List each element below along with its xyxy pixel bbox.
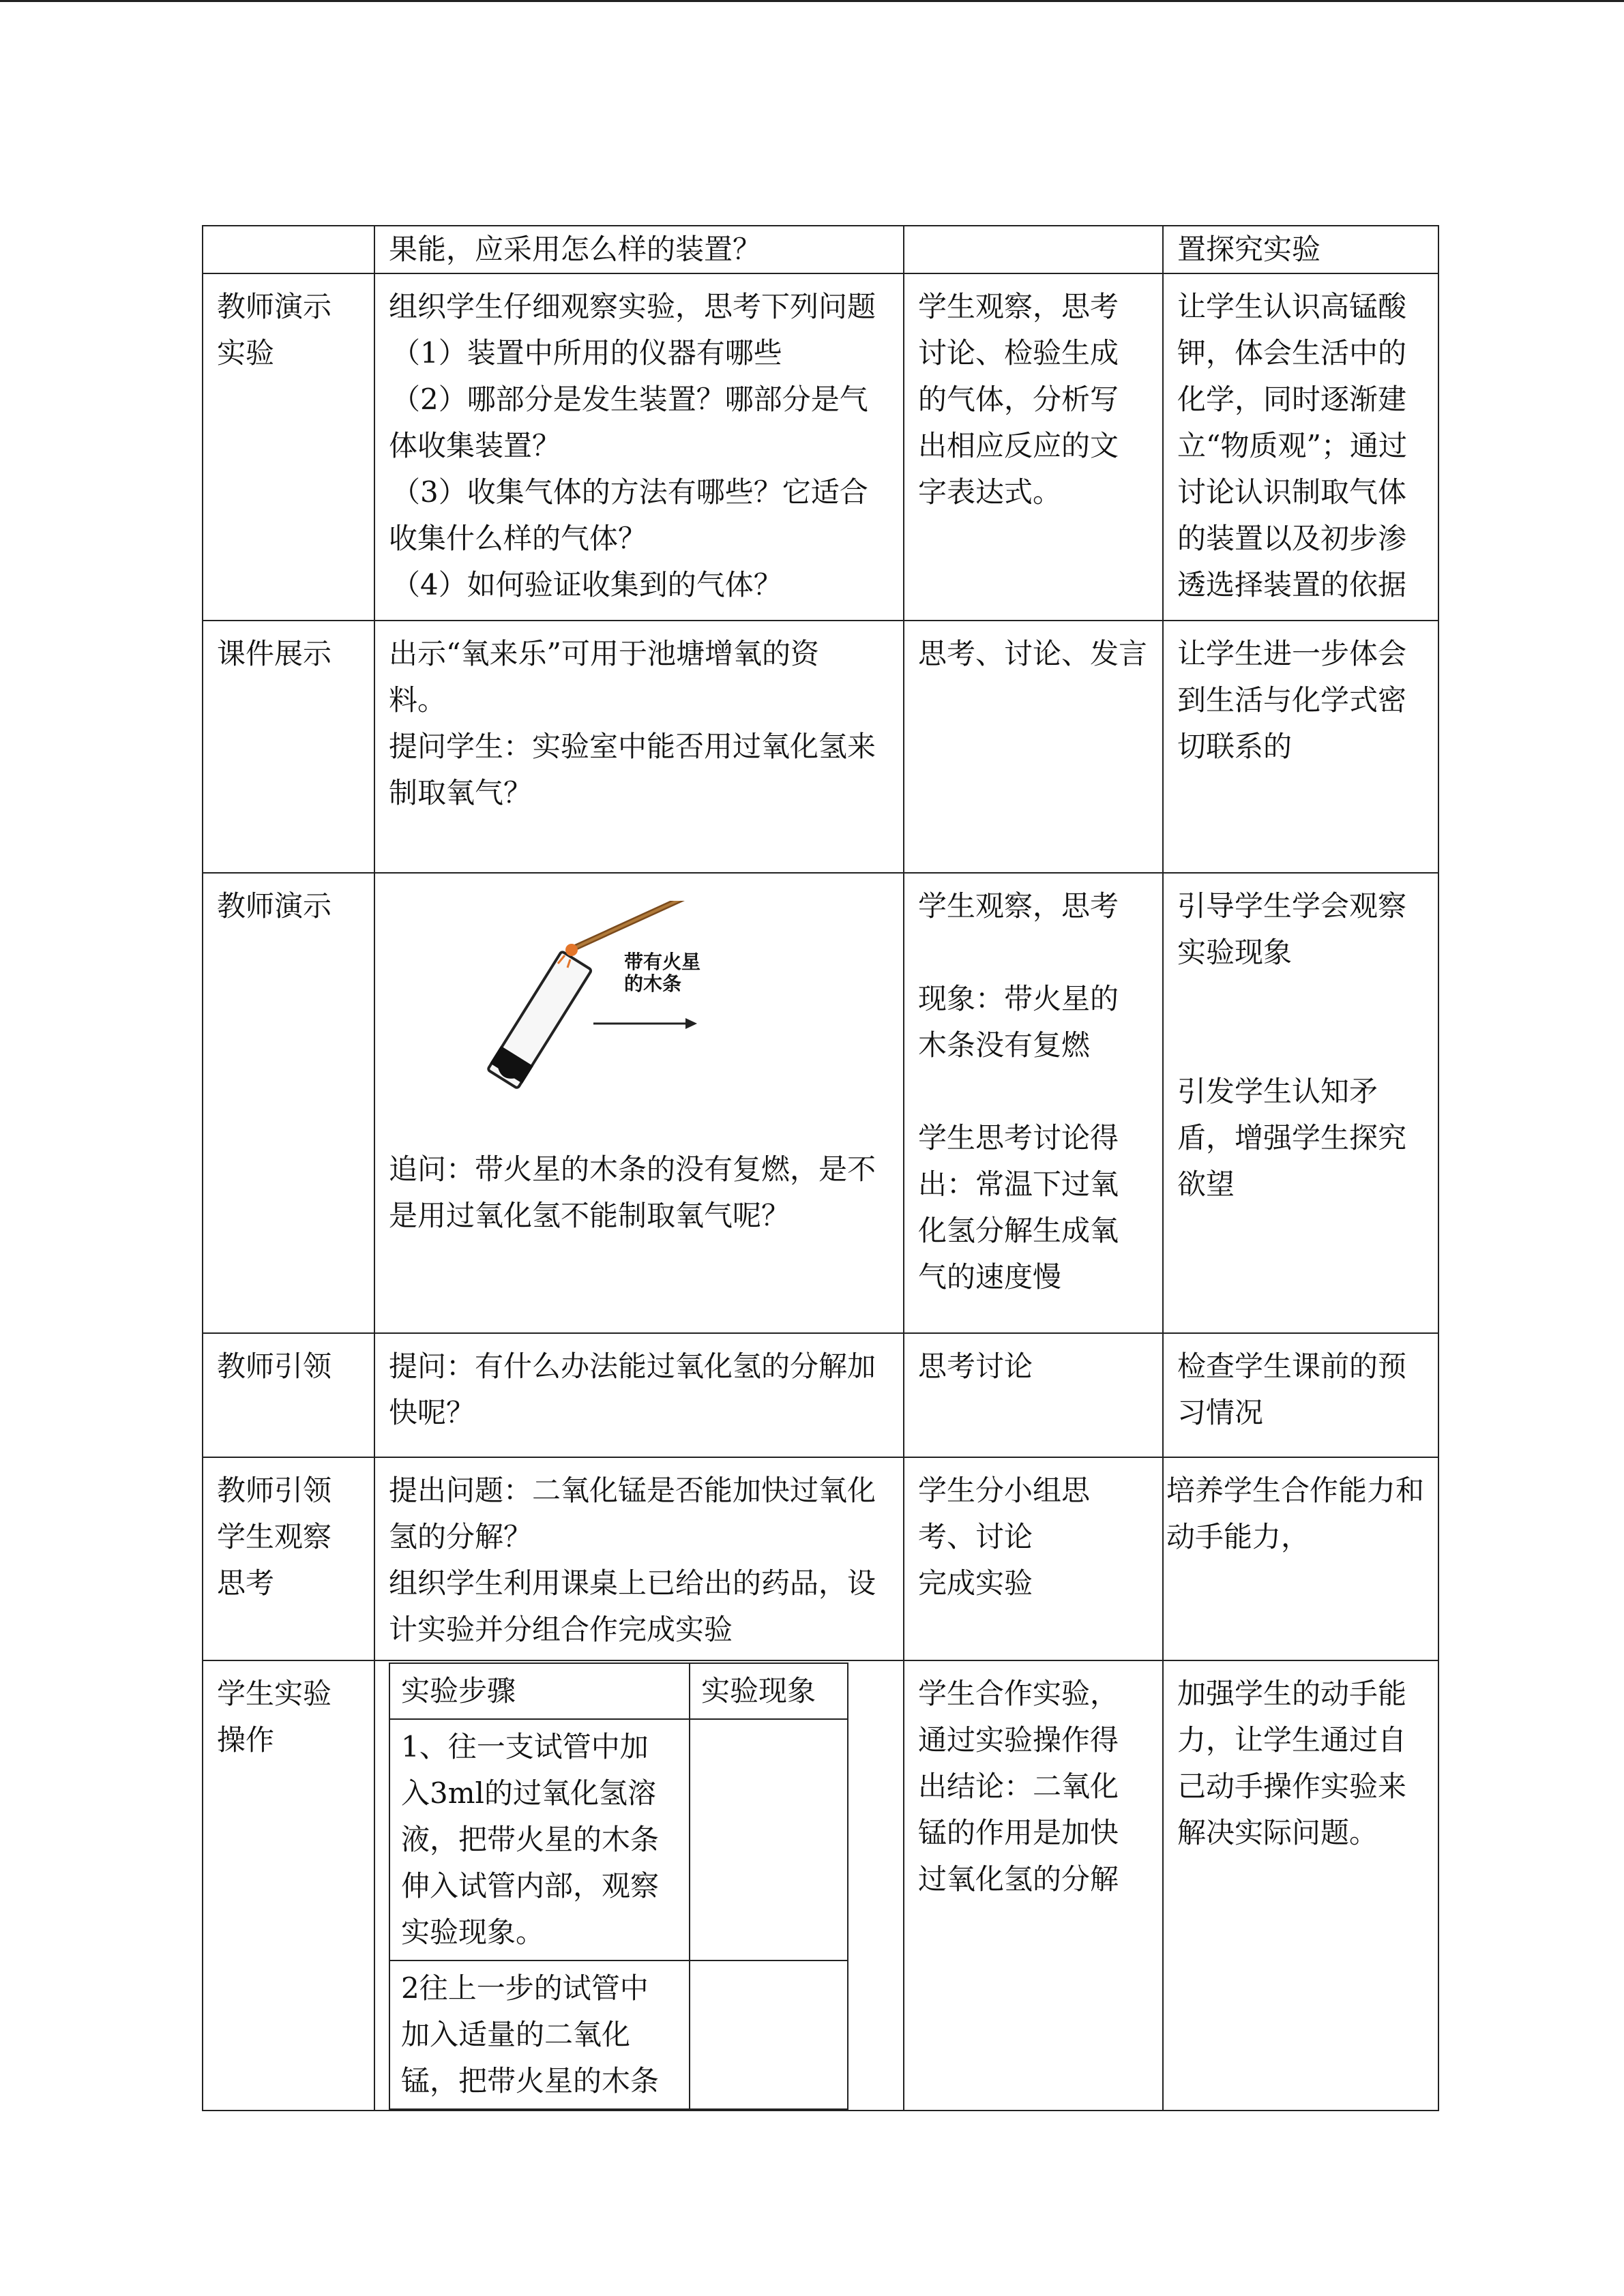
student-line: 思考讨论 bbox=[918, 1350, 1033, 1383]
intent-cell bbox=[1163, 273, 1438, 621]
content-line: 体收集装置？ bbox=[389, 429, 561, 462]
experiment-row bbox=[389, 1960, 848, 2109]
student-line: 气的速度慢 bbox=[918, 1260, 1062, 1294]
content-line: （3）收集气体的方法有哪些？它适合 bbox=[392, 475, 868, 509]
student-cell bbox=[904, 873, 1163, 1333]
student-cell bbox=[904, 1457, 1163, 1660]
experiment-observation-cell bbox=[690, 1719, 848, 1960]
student-line: 学生分小组思 bbox=[918, 1474, 1091, 1507]
intent-line: 化学，同时逐渐建 bbox=[1177, 383, 1407, 416]
intent-line: 实验现象 bbox=[1177, 936, 1293, 969]
student-line: 讨论、检验生成 bbox=[918, 336, 1119, 370]
intent-line: 培养学生合作能力和 bbox=[1166, 1474, 1425, 1507]
student-line: 出相应反应的文 bbox=[918, 429, 1119, 462]
activity-line: 教师演示 bbox=[217, 290, 332, 323]
intent-line: 置探究实验 bbox=[1177, 233, 1321, 266]
activity-cell bbox=[203, 1660, 374, 2111]
intent-line: 习情况 bbox=[1177, 1396, 1264, 1429]
content-line: 果能，应采用怎么样的装置？ bbox=[389, 233, 762, 266]
student-line: 完成实验 bbox=[918, 1566, 1033, 1600]
student-line: 过氧化氢的分解 bbox=[918, 1862, 1119, 1896]
table-row bbox=[203, 1333, 1438, 1457]
student-line: 通过实验操作得 bbox=[918, 1723, 1119, 1757]
step-line: 入3ml的过氧化氢溶 bbox=[401, 1776, 656, 1810]
student-line: 学生合作实验， bbox=[918, 1677, 1119, 1710]
intent-line: 到生活与化学式密 bbox=[1177, 683, 1407, 717]
experiment-row bbox=[389, 1719, 848, 1960]
activity-cell bbox=[203, 873, 374, 1333]
student-cell bbox=[904, 621, 1163, 873]
content-line: 提问：有什么办法能过氧化氢的分解加 bbox=[389, 1350, 876, 1383]
content-line: 提问学生：实验室中能否用过氧化氢来 bbox=[389, 730, 876, 763]
content-line: 制取氧气？ bbox=[389, 776, 533, 809]
intent-line: 动手能力， bbox=[1166, 1520, 1310, 1553]
student-line: 木条没有复燃 bbox=[918, 1028, 1091, 1062]
table-row bbox=[203, 873, 1438, 1333]
intent-line: 力，让学生通过自 bbox=[1177, 1723, 1407, 1757]
student-line: 学生观察，思考 bbox=[918, 889, 1119, 923]
student-cell bbox=[904, 226, 1163, 273]
experiment-header-steps: 实验步骤 bbox=[389, 1663, 690, 1719]
activity-line: 教师引领 bbox=[217, 1350, 332, 1383]
student-line: 字表达式。 bbox=[918, 475, 1062, 509]
step-line: 1、往一支试管中加 bbox=[401, 1730, 649, 1763]
table-row bbox=[203, 226, 1438, 273]
intent-cell bbox=[1163, 621, 1438, 873]
intent-line: 讨论认识制取气体 bbox=[1177, 475, 1407, 509]
content-line: 组织学生仔细观察实验，思考下列问题 bbox=[389, 290, 876, 323]
test-tube-illustration bbox=[457, 901, 743, 1105]
content-line: （1）装置中所用的仪器有哪些 bbox=[392, 336, 782, 370]
activity-line: 实验 bbox=[217, 336, 275, 370]
activity-cell bbox=[203, 226, 374, 273]
experiment-observation-cell bbox=[690, 1960, 848, 2109]
intent-line: 盾，增强学生探究 bbox=[1177, 1121, 1407, 1154]
content-cell bbox=[374, 621, 904, 873]
student-cell bbox=[904, 1333, 1163, 1457]
experiment-step-cell bbox=[389, 1719, 690, 1960]
student-line: 化氢分解生成氧 bbox=[918, 1214, 1119, 1247]
content-line: 追问：带火星的木条的没有复燃，是不 bbox=[389, 1152, 876, 1186]
student-line: 出：常温下过氧 bbox=[918, 1167, 1119, 1201]
student-line: 学生观察，思考 bbox=[918, 290, 1119, 323]
activity-line: 操作 bbox=[217, 1723, 275, 1757]
intent-line: 立“物质观”；通过 bbox=[1177, 429, 1407, 462]
student-line: 出结论：二氧化 bbox=[918, 1770, 1119, 1803]
student-line: 锰的作用是加快 bbox=[918, 1816, 1119, 1849]
content-line: （2）哪部分是发生装置？哪部分是气 bbox=[392, 383, 868, 416]
content-cell bbox=[374, 1457, 904, 1660]
intent-cell bbox=[1163, 1457, 1438, 1660]
activity-cell bbox=[203, 1333, 374, 1457]
step-line: 2往上一步的试管中 bbox=[401, 1971, 649, 2005]
activity-line: 教师演示 bbox=[217, 889, 332, 923]
intent-line: 让学生认识高锰酸 bbox=[1177, 290, 1407, 323]
step-line: 液，把带火星的木条 bbox=[401, 1823, 660, 1856]
intent-cell bbox=[1163, 1660, 1438, 2111]
experiment-step-cell bbox=[389, 1960, 690, 2109]
activity-line: 学生实验 bbox=[217, 1677, 332, 1710]
student-line: 思考、讨论、发言 bbox=[918, 637, 1148, 670]
activity-cell bbox=[203, 1457, 374, 1660]
activity-cell bbox=[203, 273, 374, 621]
step-line: 锰，把带火星的木条 bbox=[401, 2064, 660, 2098]
table-row bbox=[203, 273, 1438, 621]
content-line: 快呢？ bbox=[389, 1396, 475, 1429]
intent-line: 引发学生认知矛 bbox=[1177, 1075, 1378, 1108]
intent-line: 己动手操作实验来 bbox=[1177, 1770, 1407, 1803]
table-row bbox=[203, 621, 1438, 873]
intent-line: 钾，体会生活中的 bbox=[1177, 336, 1407, 370]
content-line: 计实验并分组合作完成实验 bbox=[389, 1613, 733, 1646]
intent-line: 的装置以及初步渗 bbox=[1177, 522, 1407, 555]
intent-line: 让学生进一步体会 bbox=[1177, 637, 1407, 670]
spacer bbox=[1177, 1022, 1424, 1069]
intent-cell bbox=[1163, 226, 1438, 273]
table-row bbox=[203, 1457, 1438, 1660]
activity-cell bbox=[203, 621, 374, 873]
student-line: 学生思考讨论得 bbox=[918, 1121, 1119, 1154]
content-line: 料。 bbox=[389, 683, 447, 717]
intent-line: 加强学生的动手能 bbox=[1177, 1677, 1407, 1710]
intent-line: 检查学生课前的预 bbox=[1177, 1350, 1407, 1383]
student-cell bbox=[904, 273, 1163, 621]
content-line: 出示“氧来乐”可用于池塘增氧的资 bbox=[389, 637, 819, 670]
intent-cell bbox=[1163, 1333, 1438, 1457]
activity-line: 课件展示 bbox=[217, 637, 332, 670]
content-cell bbox=[374, 273, 904, 621]
student-line: 现象：带火星的 bbox=[918, 982, 1119, 1015]
intent-line: 欲望 bbox=[1177, 1167, 1235, 1201]
intent-line: 引导学生学会观察 bbox=[1177, 889, 1407, 923]
intent-cell bbox=[1163, 873, 1438, 1333]
content-line: （4）如何验证收集到的气体？ bbox=[392, 568, 782, 601]
content-cell bbox=[374, 226, 904, 273]
activity-line: 教师引领 bbox=[217, 1474, 332, 1507]
step-line: 加入适量的二氧化 bbox=[401, 2018, 631, 2051]
intent-line: 透选择装置的依据 bbox=[1177, 568, 1407, 601]
test-tube-figure bbox=[457, 901, 743, 1105]
content-line: 是用过氧化氢不能制取氧气呢？ bbox=[389, 1199, 791, 1232]
spacer bbox=[918, 1069, 1149, 1115]
content-cell bbox=[374, 1333, 904, 1457]
content-line: 收集什么样的气体？ bbox=[389, 522, 647, 555]
experiment-table bbox=[389, 1663, 848, 2110]
figure-label: 带有火星 bbox=[624, 951, 701, 973]
content-line: 组织学生利用课桌上已给出的药品，设 bbox=[389, 1566, 876, 1600]
lesson-plan-table bbox=[202, 225, 1439, 2111]
student-line: 考、讨论 bbox=[918, 1520, 1033, 1553]
student-cell bbox=[904, 1660, 1163, 2111]
student-line: 的气体，分析写 bbox=[918, 383, 1119, 416]
content-cell bbox=[374, 873, 904, 1333]
activity-line: 学生观察 bbox=[217, 1520, 332, 1553]
experiment-header-row bbox=[389, 1663, 848, 1719]
content-cell bbox=[374, 1660, 904, 2111]
experiment-header-observation: 实验现象 bbox=[690, 1663, 848, 1719]
content-line: 提出问题：二氧化锰是否能加快过氧化 bbox=[389, 1474, 876, 1507]
figure-label: 的木条 bbox=[624, 972, 682, 995]
activity-line: 思考 bbox=[217, 1566, 275, 1600]
content-line: 氢的分解？ bbox=[389, 1520, 533, 1553]
step-line: 伸入试管内部，观察 bbox=[401, 1869, 660, 1903]
intent-line: 切联系的 bbox=[1177, 730, 1293, 763]
spacer bbox=[1177, 976, 1424, 1022]
spacer bbox=[918, 929, 1149, 976]
intent-line: 解决实际问题。 bbox=[1177, 1816, 1378, 1849]
step-line: 实验现象。 bbox=[401, 1915, 545, 1949]
page-top-rule bbox=[0, 0, 1624, 2]
table-row bbox=[203, 1660, 1438, 2111]
